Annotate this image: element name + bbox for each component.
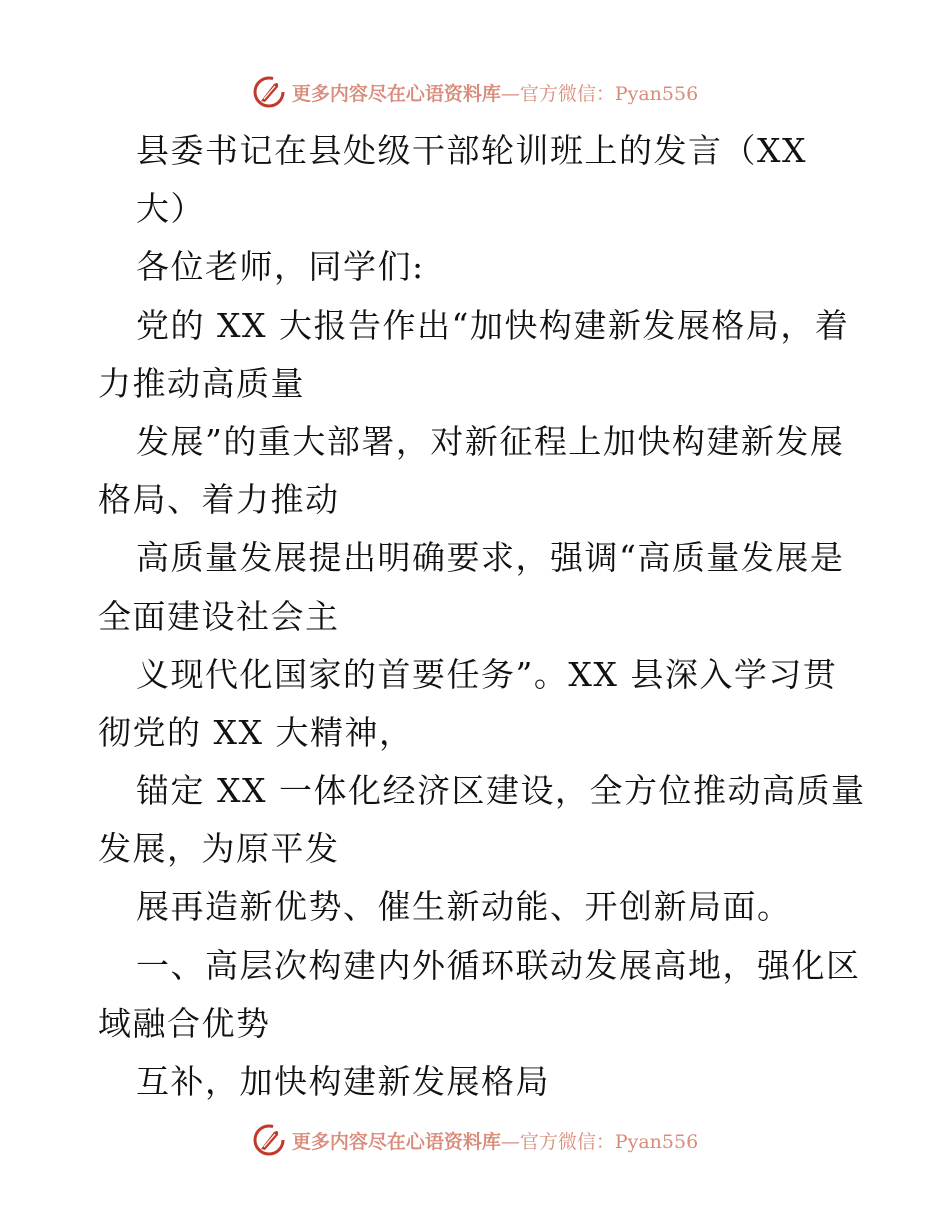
section-heading-line: 一、高层次构建内外循环联动发展高地，强化区 xyxy=(136,945,861,985)
title-line-1: 县委书记在县处级干部轮训班上的发言（XX xyxy=(136,131,807,170)
paragraph-line: 格局、着力推动 xyxy=(98,480,340,520)
paragraph-line: 彻党的 XX 大精神， xyxy=(98,712,414,752)
paragraph-line: 义现代化国家的首要任务”。XX 县深入学习贯 xyxy=(136,654,838,694)
feather-quill-logo-icon xyxy=(252,75,286,109)
paragraph-line: 锚定 XX 一体化经济区建设，全方位推动高质量 xyxy=(136,771,866,811)
header-watermark-banner xyxy=(0,72,950,112)
section-heading-line: 互补，加快构建新发展格局 xyxy=(136,1062,550,1101)
paragraph-line: 全面建设社会主 xyxy=(98,596,340,636)
footer-watermark-text xyxy=(292,1127,698,1154)
section-heading-line: 域融合优势 xyxy=(98,1003,271,1043)
footer-watermark-banner xyxy=(0,1120,950,1160)
header-watermark-text xyxy=(292,79,698,106)
title-line-2: 大） xyxy=(136,189,205,229)
header-watermark-rest: —官方微信：Pyan556 xyxy=(500,82,699,105)
document-body xyxy=(98,122,866,1111)
header-watermark-bold: 更多内容尽在心语资料库 xyxy=(291,82,501,105)
paragraph-line: 发展”的重大部署，对新征程上加快构建新发展 xyxy=(136,421,845,461)
salutation: 各位老师，同学们: xyxy=(136,247,425,287)
footer-watermark-bold: 更多内容尽在心语资料库 xyxy=(291,1130,501,1153)
paragraph-line: 发展，为原平发 xyxy=(98,829,340,869)
paragraph-line: 展再造新优势、催生新动能、开创新局面。 xyxy=(136,887,792,927)
paragraph-line: 高质量发展提出明确要求，强调“高质量发展是 xyxy=(136,538,845,578)
feather-quill-logo-icon xyxy=(252,1123,286,1157)
paragraph-line: 党的 XX 大报告作出“加快构建新发展格局，着 xyxy=(136,305,850,345)
footer-watermark-rest: —官方微信：Pyan556 xyxy=(500,1130,699,1153)
paragraph-line: 力推动高质量 xyxy=(98,363,305,403)
